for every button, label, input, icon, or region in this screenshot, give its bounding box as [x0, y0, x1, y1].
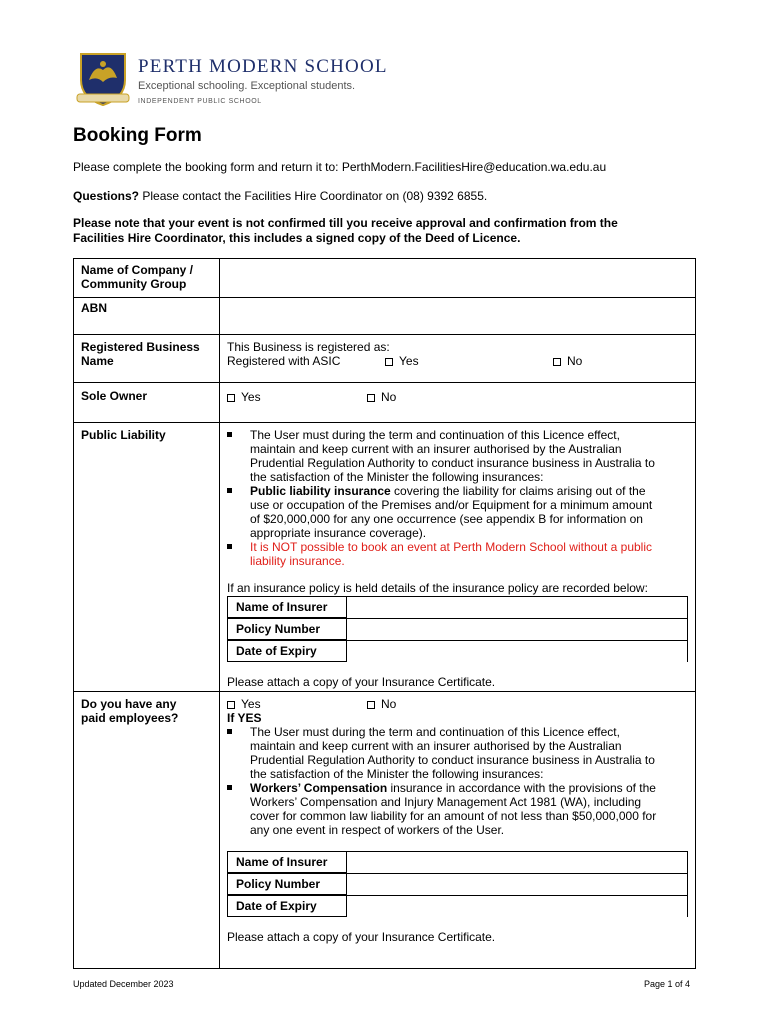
- row-divider: [73, 422, 696, 423]
- expiry-date-input[interactable]: [347, 895, 688, 917]
- employees-yes-option[interactable]: Yes: [227, 697, 261, 711]
- expiry-date-label: Date of Expiry: [227, 640, 347, 662]
- questions-label: Questions?: [73, 189, 140, 203]
- bullet-icon: [227, 785, 232, 790]
- insurer-name-label: Name of Insurer: [227, 851, 347, 873]
- liability-bullet-2: Public liability insurance covering the liability for claims arising out of the use or occupation of the Premises and/or Equipment for a minimum amount of $20,000,000 for any one occurrence (see appendix B for information on appropriate insurance coverage).: [227, 484, 697, 540]
- sole-owner-no-option[interactable]: No: [367, 390, 396, 404]
- public-liability-label: Public Liability: [81, 428, 166, 442]
- checkbox-icon[interactable]: [367, 394, 375, 402]
- footer-updated: Updated December 2023: [73, 979, 174, 989]
- checkbox-icon[interactable]: [367, 701, 375, 709]
- row-divider: [73, 691, 696, 692]
- registered-line-1: This Business is registered as:: [227, 340, 390, 354]
- employees-bullet-2: Workers’ Compensation insurance in accordance with the provisions of the Workers’ Compensation and Injury Management Act 1981 (WA), including cover for common law liability for an amount of not less than $50,000,000 for any one event in respect of workers of the User.: [227, 781, 697, 837]
- policy-number-input[interactable]: [347, 873, 688, 895]
- table-column-divider: [219, 258, 220, 969]
- paid-employees-label: Do you have any paid employees?: [81, 697, 179, 725]
- bullet-icon: [227, 488, 232, 493]
- checkbox-icon[interactable]: [227, 701, 235, 709]
- insurer-name-label: Name of Insurer: [227, 596, 347, 618]
- sole-owner-label: Sole Owner: [81, 389, 148, 403]
- row-divider: [73, 334, 696, 335]
- intro-questions: [73, 189, 487, 203]
- note-line-1: Please note that your event is not confirmed till you receive approval and confirmation from the: [73, 216, 618, 230]
- liability-bullet-3: It is NOT possible to book an event at Perth Modern School without a public liability insurance.: [227, 540, 697, 568]
- insurer-name-input[interactable]: [347, 596, 688, 618]
- policy-number-label: Policy Number: [227, 873, 347, 895]
- expiry-date-input[interactable]: [347, 640, 688, 662]
- abn-input[interactable]: [220, 298, 695, 333]
- bullet-icon: [227, 544, 232, 549]
- registered-business-label: Registered Business Name: [81, 340, 200, 368]
- liability-attach-note: Please attach a copy of your Insurance Certificate.: [227, 675, 496, 689]
- employees-insurer-table: [227, 851, 688, 917]
- abn-label: ABN: [81, 301, 107, 315]
- checkbox-icon[interactable]: [553, 358, 561, 366]
- company-input[interactable]: [220, 259, 695, 296]
- checkbox-icon[interactable]: [227, 394, 235, 402]
- note-line-2: Facilities Hire Coordinator, this includes a signed copy of the Deed of Licence.: [73, 231, 521, 245]
- bullet-icon: [227, 729, 232, 734]
- policy-number-label: Policy Number: [227, 618, 347, 640]
- intro-return-text: Please complete the booking form and return it to: PerthModern.FacilitiesHire@education.wa.edu.au: [73, 160, 607, 174]
- company-label: Name of Company / Community Group: [81, 263, 194, 291]
- sole-owner-yes-option[interactable]: Yes: [227, 390, 261, 404]
- registered-no-option[interactable]: No: [553, 354, 582, 368]
- expiry-date-label: Date of Expiry: [227, 895, 347, 917]
- school-tagline: Exceptional schooling. Exceptional students.: [138, 80, 356, 92]
- row-divider: [73, 382, 696, 383]
- liability-bullet-1: The User must during the term and continuation of this Licence effect, maintain and keep current with an insurer authorised by the Australian Prudential Regulation Authority to conduct insurance business in Australia to the satisfaction of the Minister the following insurances:: [227, 428, 697, 484]
- policy-number-input[interactable]: [347, 618, 688, 640]
- school-subtag: INDEPENDENT PUBLIC SCHOOL: [138, 98, 262, 105]
- school-crest-logo: [75, 50, 131, 108]
- employees-bullet-1: The User must during the term and continuation of this Licence effect, maintain and keep current with an insurer authorised by the Australian Prudential Regulation Authority to conduct insurance business in Australia to the satisfaction of the Minister the following insurances:: [227, 725, 697, 781]
- checkbox-icon[interactable]: [385, 358, 393, 366]
- employees-no-option[interactable]: No: [367, 697, 396, 711]
- bullet-icon: [227, 432, 232, 437]
- page-title: Booking Form: [73, 125, 202, 146]
- liability-insurer-table: [227, 596, 688, 662]
- registered-line-2: Registered with ASIC: [227, 354, 341, 368]
- footer-page-number: Page 1 of 4: [644, 979, 691, 989]
- questions-text: Please contact the Facilities Hire Coordinator on (08) 9392 6855.: [139, 189, 488, 203]
- employees-attach-note: Please attach a copy of your Insurance Certificate.: [227, 930, 496, 944]
- school-name: PERTH MODERN SCHOOL: [138, 56, 388, 77]
- if-yes-heading: If YES: [227, 711, 262, 725]
- insurer-name-input[interactable]: [347, 851, 688, 873]
- policy-note: If an insurance policy is held details of the insurance policy are recorded below:: [227, 581, 648, 595]
- registered-yes-option[interactable]: Yes: [385, 354, 419, 368]
